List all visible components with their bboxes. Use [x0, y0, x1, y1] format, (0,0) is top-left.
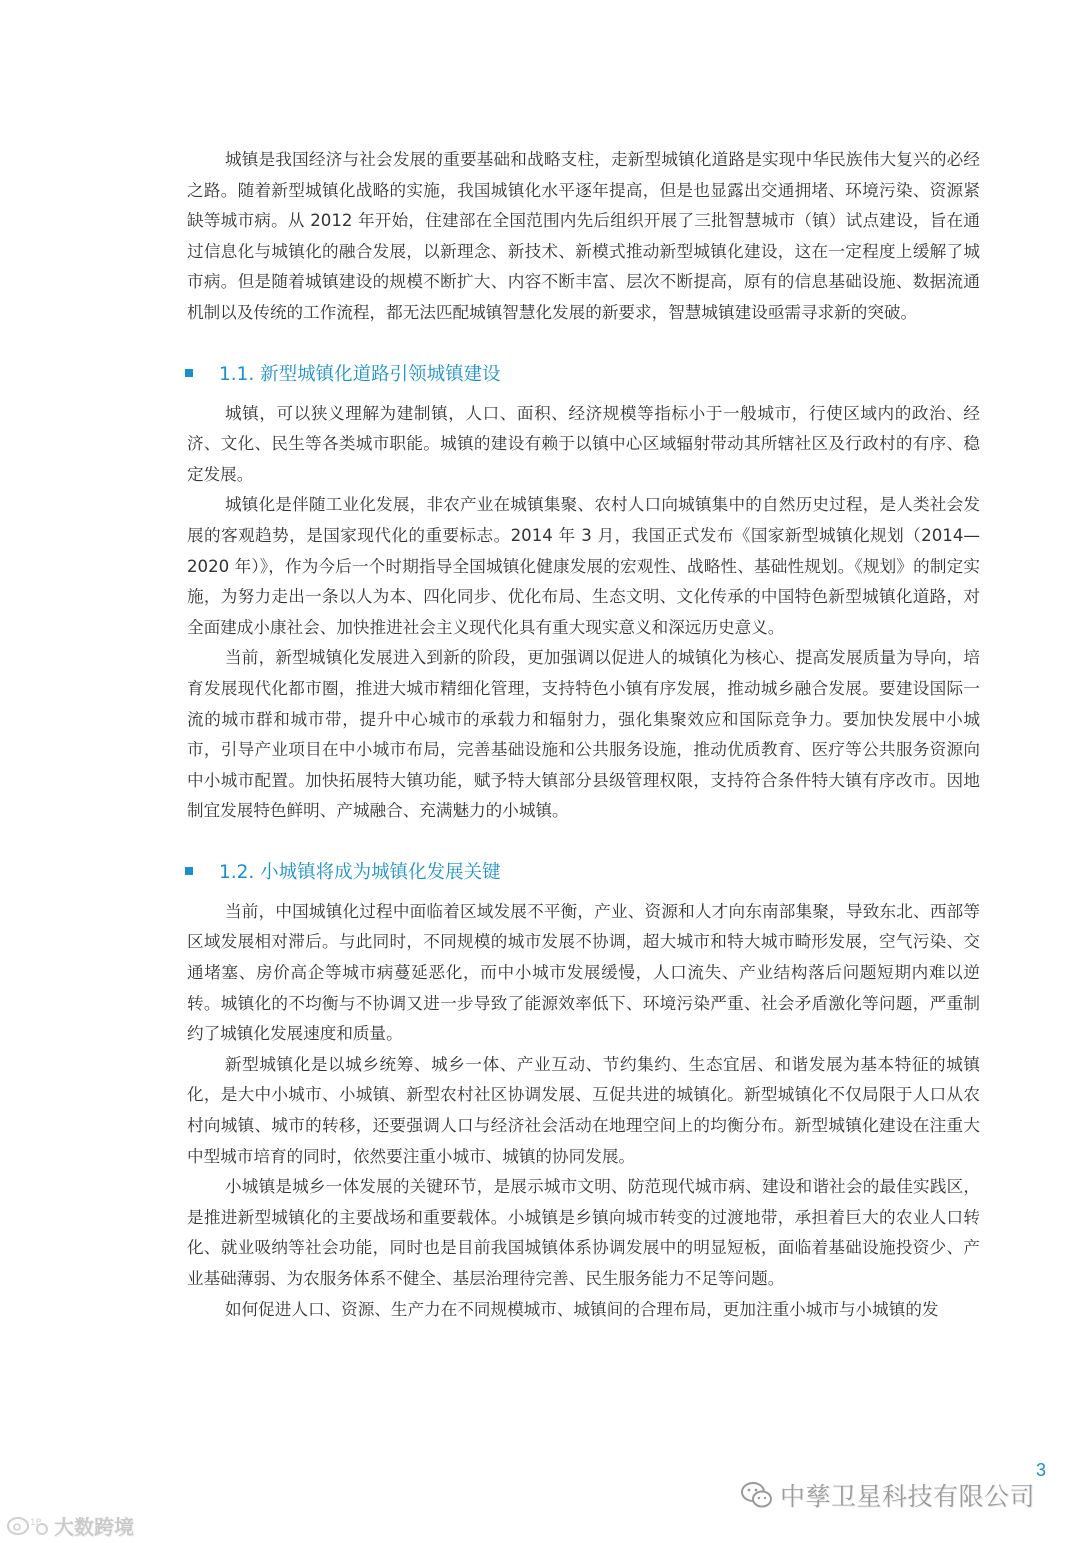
- wechat-account-name: 中孳卫星科技有限公司: [780, 1482, 1036, 1511]
- intro-paragraph: 城镇是我国经济与社会发展的重要基础和战略支柱，走新型城镇化道路是实现中华民族伟大复兴的必经之路。随着新型城镇化战略的实施，我国城镇化水平逐年提高，但是也显露出交通拥堵、环境污染、资源紧缺等城市病。从 2012 年开始，住建部在全国范围内先后组织开展了三批智慧城市（镇）试点建设，旨在通过信息化与城镇化的融合发展，以新理念、新技术、新模式推动新型城镇化建设，这在一定程度上缓解了城市病。但是随着城镇建设的规模不断扩大、内容不断丰富、层次不断提高，原有的信息基础设施、数据流通机制以及传统的工作流程，都无法匹配城镇智慧化发展的新要求，智慧城镇建设亟需寻求新的突破。: [187, 150, 980, 322]
- wechat-watermark: [740, 1478, 1035, 1512]
- body-paragraph: 当前，新型城镇化发展进入到新的阶段，更加强调以促进人的城镇化为核心、提高发展质量为导向，培育发展现代化都市圈，推进大城市精细化管理，支持特色小镇有序发展，推动城乡融合发展。要建设国际一流的城市群和城市带，提升中心城市的承载力和辐射力，强化集聚效应和国际竞争力。要加快发展中小城市，引导产业项目在中小城市布局，完善基础设施和公共服务设施，推动优质教育、医疗等公共服务资源向中小城市配置。加快拓展特大镇功能，赋予特大镇部分县级管理权限，支持符合条件特大镇有序改市。因地制宜发展特色鲜明、产城融合、充满魅力的小城镇。: [187, 648, 980, 821]
- body-paragraph: 如何促进人口、资源、生产力在不同规模城市、城镇间的合理布局，更加注重小城市与小城镇的发: [225, 1299, 939, 1319]
- body-paragraph: 城镇，可以狭义理解为建制镇，人口、面积、经济规模等指标小于一般城市，行使区域内的政治、经济、文化、民生等各类城市职能。城镇的建设有赖于以镇中心区域辐射带动其所辖社区及行政村的有序、稳定发展。: [187, 403, 980, 484]
- body-paragraph: 新型城镇化是以城乡统筹、城乡一体、产业互动、节约集约、生态宜居、和谐发展为基本特征的城镇化，是大中小城市、小城镇、新型农村社区协调发展、互促共进的城镇化。新型城镇化不仅局限于人口从农村向城镇、城市的转移，还要强调人口与经济社会活动在地理空间上的均衡分布。新型城镇化建设在注重大中型城市培育的同时，依然要注重小城市、城镇的协同发展。: [187, 1054, 980, 1166]
- weibo-logo-icon: [6, 1513, 50, 1537]
- section-heading-1-2: [185, 855, 980, 887]
- body-paragraph: 小城镇是城乡一体发展的关键环节，是展示城市文明、防范现代城市病、建设和谐社会的最佳实践区，是推进新型城镇化的主要战场和重要载体。小城镇是乡镇向城市转变的过渡地带，承担着巨大的农业人口转化、就业吸纳等社会功能，同时也是目前我国城镇体系协调发展中的明显短板，面临着基础设施投资少、产业基础薄弱、为农服务体系不健全、基层治理待完善、民生服务能力不足等问题。: [187, 1177, 980, 1288]
- section-heading-1-1: [185, 357, 980, 389]
- page-number: 3: [1036, 1460, 1047, 1480]
- body-paragraph: 当前，中国城镇化过程中面临着区域发展不平衡，产业、资源和人才向东南部集聚，导致东北、西部等区域发展相对滞后。与此同时，不同规模的城市发展不协调，超大城市和特大城市畸形发展，空气污染、交通堵塞、房价高企等城市病蔓延恶化，而中小城市发展缓慢，人口流失、产业结构落后问题短期内难以逆转。城镇化的不均衡与不协调又进一步导致了能源效率低下、环境污染严重、社会矛盾激化等问题，严重制约了城镇化发展速度和质量。: [187, 901, 980, 1044]
- wechat-icon: [740, 1480, 774, 1510]
- section-title: 1.1. 新型城镇化道路引领城镇建设: [219, 363, 501, 385]
- corner-watermark-text: 大数跨境: [54, 1514, 134, 1539]
- svg-text:1P: 1P: [30, 1518, 42, 1528]
- corner-watermark: [6, 1510, 134, 1540]
- document-body: [187, 145, 980, 1325]
- heading-bullet-icon: [185, 369, 193, 377]
- heading-bullet-icon: [185, 867, 193, 875]
- body-paragraph: 城镇化是伴随工业化发展，非农产业在城镇集聚、农村人口向城镇集中的自然历史过程，是人类社会发展的客观趋势，是国家现代化的重要标志。2014 年 3 月，我国正式发布《国家新型城镇化规划（2014—2020 年）》，作为今后一个时期指导全国城镇化健康发展的宏观性、战略性、基础性规划。《规划》的制定实施，为努力走出一条以人为本、四化同步、优化布局、生态文明、文化传承的中国特色新型城镇化道路，对全面建成小康社会、加快推进社会主义现代化具有重大现实意义和深远历史意义。: [187, 495, 980, 637]
- section-title: 1.2. 小城镇将成为城镇化发展关键: [219, 861, 501, 883]
